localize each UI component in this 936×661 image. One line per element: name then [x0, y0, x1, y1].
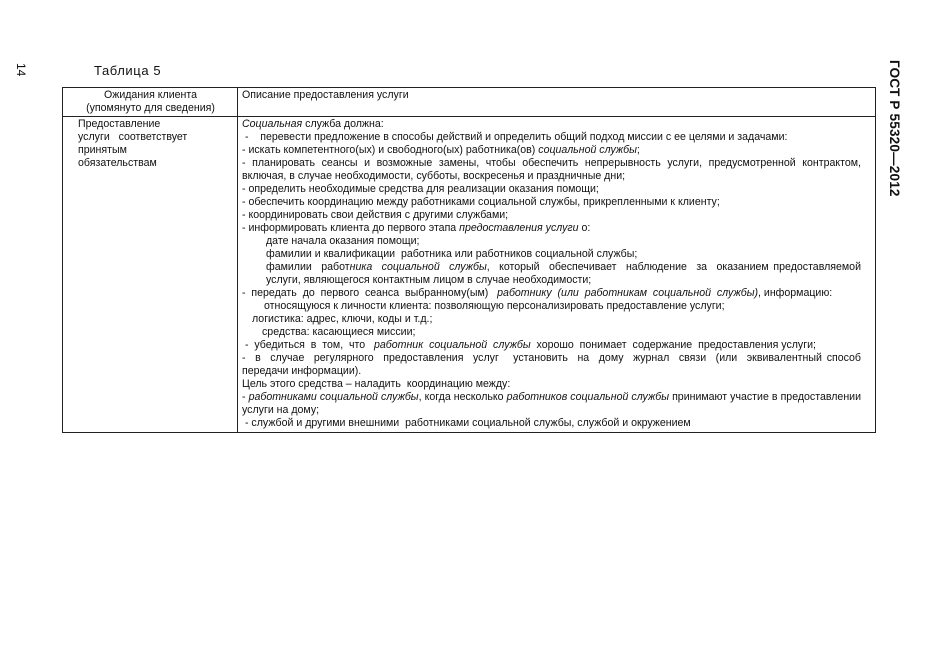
row-description-cell [238, 117, 876, 433]
text-run: - [242, 391, 249, 403]
document-code: ГОСТ Р 55320—2012 [887, 60, 902, 197]
expectation-line: обязательствам [78, 157, 157, 169]
text-run: принимают участие в предоставлении услуги на дому; [242, 391, 861, 416]
italic-term: работниками социальной службы [248, 391, 419, 403]
italic-term: работнику (или работникам социальной службы) [497, 287, 759, 299]
description-para: Цель этого средства – наладить координацию между: [242, 378, 511, 390]
italic-term: социальной службы [538, 144, 637, 156]
description-subitem [242, 261, 864, 287]
description-subitem: дате начала оказания помощи; [266, 235, 420, 247]
description-para: - определить необходимые средства для реализации оказания помощи; [242, 183, 599, 195]
description-para: - перевести предложение в способы действий и определить общий подход миссии с ее целями и задачами: [242, 131, 788, 143]
text-run: - убедиться в том, что [242, 339, 375, 351]
description-subitem: фамилии и квалификации работника или работников социальной службы; [266, 248, 638, 260]
italic-term: предоставления услуги [459, 222, 579, 234]
table-header-row [63, 88, 876, 117]
text-run: , когда несколько [418, 391, 507, 403]
text-run: ; [636, 144, 640, 156]
description-subitem: логистика: адрес, ключи, коды и т.д.; [252, 313, 433, 325]
description-subitem: средства: касающиеся миссии; [262, 326, 416, 338]
table-caption: Таблица 5 [94, 63, 162, 78]
text-run: - информировать клиента до первого этапа [242, 222, 460, 234]
description-para [242, 222, 861, 235]
description-para [242, 144, 861, 157]
text-run: о: [578, 222, 591, 234]
text-run: хорошо понимает содержание предоставления услуги; [530, 339, 816, 351]
description-subitem: относящуюся к личности клиента: позволяющую персонализировать предоставление услуги; [264, 300, 725, 312]
text-run: фамилии работ [266, 261, 350, 273]
description-para [242, 391, 861, 417]
description-para: - планировать сеансы и возможные замены, чтобы обеспечить непрерывность услуги, предусмотренной контрактом, включая, в случае необходимости, субботы, воскресенья и праздничные дни; [242, 157, 861, 182]
expectation-line: Предоставление [78, 118, 161, 130]
header-col1-line1: Ожидания клиента [104, 89, 197, 101]
description-para: - службой и другими внешними работниками социальной службы, службой и окружением [242, 417, 691, 429]
text-run: , который обеспечивает наблюдение за оказанием предоставляемой услуги, являющегося контактным лицом в случае необходимости; [266, 261, 864, 286]
text-run: служба должна: [302, 118, 384, 130]
expectation-line: услуги соответствует [78, 131, 188, 143]
row-expectation-cell [63, 117, 238, 433]
italic-term: работников социальной службы [506, 391, 670, 403]
description-para: - обеспечить координацию между работниками социальной службы, прикрепленными к клиенту; [242, 196, 720, 208]
header-client-expectations [63, 88, 238, 117]
service-table [62, 87, 876, 433]
italic-term: ника социальной службы [349, 261, 487, 273]
text-run: - передать до первого сеанса выбранному(ым) [242, 287, 498, 299]
description-para: - в случае регулярного предоставления услуг установить на дому журнал связи (или эквивалентный способ передачи информации). [242, 352, 864, 377]
expectation-line: принятым [78, 144, 127, 156]
text-run: - искать компетентного(ых) и свободного(ых) работника(ов) [242, 144, 539, 156]
italic-term: работник социальной службы [374, 339, 531, 351]
description-para [242, 339, 861, 352]
header-col1-line2: (упомянуто для сведения) [86, 102, 215, 114]
italic-term: Социальная [242, 118, 303, 130]
table-row [63, 117, 876, 433]
description-para: - координировать свои действия с другими службами; [242, 209, 509, 221]
text-run: , информацию: [758, 287, 833, 299]
page-number: 14 [14, 63, 28, 77]
header-service-description: Описание предоставления услуги [238, 88, 876, 117]
description-para [242, 118, 861, 131]
description-para [242, 287, 861, 300]
